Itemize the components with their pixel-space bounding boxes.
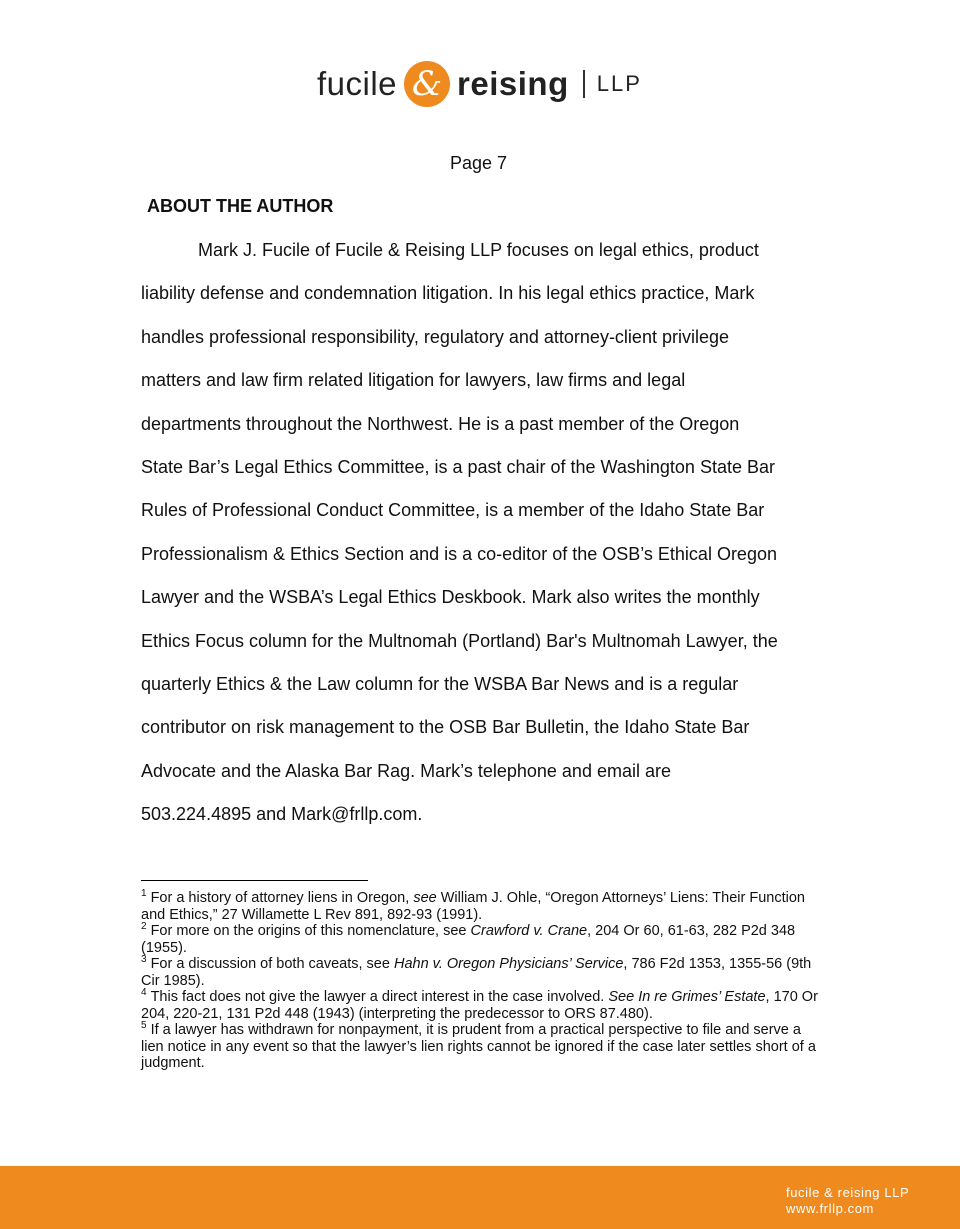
- firm-logo: [317, 58, 642, 110]
- footnote-divider: [141, 880, 368, 881]
- bio-line: departments throughout the Northwest. He is a past member of the Oregon: [141, 413, 740, 434]
- logo-word-fucile: fucile: [317, 65, 398, 102]
- bio-line: 503.224.4895 and Mark@frllp.com.: [141, 804, 423, 825]
- footnote-number: 4: [141, 987, 147, 999]
- footnote-number: 2: [141, 921, 147, 933]
- logo-word-reising: reising: [457, 65, 569, 102]
- bio-line: liability defense and condemnation litigation. In his legal ethics practice, Mark: [141, 283, 755, 304]
- bio-line: contributor on risk management to the OSB Bar Bulletin, the Idaho State Bar: [141, 717, 750, 738]
- footnotes: [141, 884, 821, 1072]
- section-heading: ABOUT THE AUTHOR: [147, 196, 334, 216]
- footnote-number: 1: [141, 888, 147, 900]
- bio-line: Advocate and the Alaska Bar Rag. Mark’s telephone and email are: [141, 760, 671, 781]
- bio-line: State Bar’s Legal Ethics Committee, is a past chair of the Washington State Bar: [141, 457, 775, 478]
- footnote-4: $^4$ This fact does not give the lawyer a direct interest in the case involved. See In re Grimes’ Estate, 170 Or 204, 220-21, 131 P2d 448 (1943) (interpreting the predecessor to ORS 87.480).: [141, 987, 818, 1022]
- bio-line: Mark J. Fucile of Fucile & Reising LLP focuses on legal ethics, product: [198, 240, 759, 260]
- bio-line: matters and law firm related litigation for lawyers, law firms and legal: [141, 370, 686, 391]
- bio-line: Ethics Focus column for the Multnomah (Portland) Bar's Multnomah Lawyer, the: [141, 630, 778, 651]
- logo-llp: LLP: [596, 71, 642, 96]
- footer-firm-name: fucile & reising LLP: [786, 1185, 910, 1200]
- footnote-3: $^3$ For a discussion of both caveats, see Hahn v. Oregon Physicians’ Service, 786 F2d 1353, 1355-56 (9th Cir 1985).: [141, 954, 812, 989]
- logo-divider: [583, 70, 585, 98]
- footnote-5: $^5$ If a lawyer has withdrawn for nonpayment, it is prudent from a practical perspective to file and serve a lien notice in any event so that the lawyer’s lien rights cannot be ignored if the case later settles short of a judgment.: [141, 1020, 816, 1071]
- footnote-number: 5: [141, 1020, 147, 1032]
- bio-line: handles professional responsibility, regulatory and attorney-client privilege: [141, 326, 729, 347]
- page-number: Page 7: [450, 153, 508, 173]
- footer-website-link[interactable]: www.frllp.com: [786, 1201, 874, 1216]
- footnote-2: $^2$ For more on the origins of this nomenclature, see Crawford v. Crane, 204 Or 60, 61-63, 282 P2d 348 (1955).: [141, 921, 796, 956]
- bio-line: Rules of Professional Conduct Committee, is a member of the Idaho State Bar: [141, 500, 765, 521]
- footer-branding: [786, 1185, 909, 1217]
- author-bio: [141, 229, 841, 837]
- logo-ampersand-icon: &: [404, 61, 450, 107]
- footnote-1: $^1$ For a history of attorney liens in Oregon, see William J. Ohle, “Oregon Attorneys’ Liens: Their Function and Ethics,” 27 Willamette L Rev 891, 892-93 (1991).: [141, 888, 805, 923]
- footnote-number: 3: [141, 954, 147, 966]
- bio-line: Professionalism & Ethics Section and is a co-editor of the OSB’s Ethical Oregon: [141, 543, 777, 564]
- bio-line: Lawyer and the WSBA’s Legal Ethics Deskbook. Mark also writes the monthly: [141, 587, 760, 608]
- bio-line: quarterly Ethics & the Law column for the WSBA Bar News and is a regular: [141, 674, 739, 695]
